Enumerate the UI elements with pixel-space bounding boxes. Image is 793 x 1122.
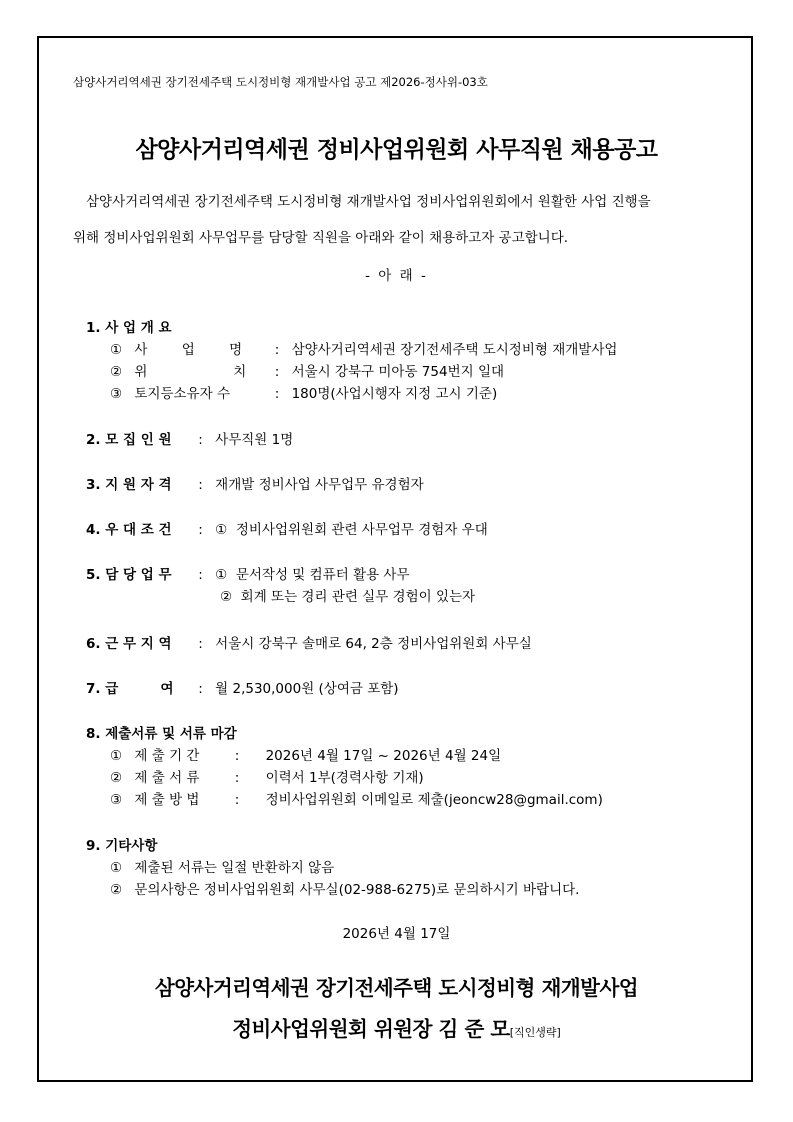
item-value: 정비사업위원회 이메일로 제출(jeoncw28@gmail.com) — [265, 792, 603, 808]
item-number: ② — [110, 364, 123, 380]
section-8-item-1 — [110, 744, 501, 764]
section-4-heading: 4. 우 대 조 건 — [86, 522, 172, 538]
item-colon: : — [234, 770, 240, 786]
section-2-value: 사무직원 1명 — [215, 432, 294, 448]
section-7-value: 월 2,530,000원 (상여금 포함) — [215, 681, 399, 697]
section-2-heading: 2. 모 집 인 원 — [86, 432, 172, 448]
section-7-heading: 7. 급 여 — [86, 681, 174, 697]
item-number: ② — [110, 770, 123, 786]
notice-date: 2026년 4월 17일 — [342, 926, 451, 942]
item-label: 위 치 — [134, 364, 247, 380]
section-9-item-1 — [110, 856, 334, 876]
item-colon: : — [274, 342, 280, 358]
section-5-value-2: ② 회계 또는 경리 관련 실무 경험이 있는자 — [220, 589, 476, 605]
section-7-colon: : — [198, 681, 203, 697]
section-3-colon: : — [198, 477, 203, 493]
section-8-item-2 — [110, 766, 424, 786]
section-4 — [86, 518, 488, 538]
section-3-value: 재개발 정비사업 사무업무 유경험자 — [215, 477, 424, 493]
section-3-heading: 3. 지 원 자 격 — [86, 477, 172, 493]
section-9-item-2 — [110, 878, 579, 898]
intro-line-1: 삼양사거리역세권 장기전세주택 도시정비형 재개발사업 정비사업위원회에서 원활한 사업 진행을 — [86, 194, 651, 210]
item-colon: : — [234, 748, 240, 764]
item-value: 이력서 1부(경력사항 기재) — [265, 770, 424, 786]
item-label: 토지등소유자 수 — [134, 386, 230, 402]
item-value: 삼양사거리역세권 장기전세주택 도시정비형 재개발사업 — [291, 342, 618, 358]
seal-omitted-note: [직인생략] — [509, 1026, 561, 1039]
item-value: 문의사항은 정비사업위원회 사무실(02-988-6275)로 문의하시기 바랍니다. — [134, 882, 580, 898]
footer-organization: 삼양사거리역세권 장기전세주택 도시정비형 재개발사업 — [154, 976, 639, 1000]
section-4-value: ① 정비사업위원회 관련 사무업무 경험자 우대 — [215, 522, 488, 538]
footer-signer-line — [0, 1012, 793, 1042]
section-6-value: 서울시 강북구 솔매로 64, 2층 정비사업위원회 사무실 — [215, 636, 532, 652]
item-value: 제출된 서류는 일절 반환하지 않음 — [134, 860, 335, 876]
section-8-item-3 — [110, 788, 603, 808]
section-2-colon: : — [198, 432, 203, 448]
section-9-heading: 9. 기타사항 — [86, 838, 158, 854]
section-6-colon: : — [198, 636, 203, 652]
item-number: ② — [110, 882, 123, 898]
item-colon: : — [234, 792, 240, 808]
section-6 — [86, 632, 532, 652]
item-number: ① — [110, 748, 123, 764]
item-label: 제 출 기 간 — [134, 748, 200, 764]
item-colon: : — [274, 386, 280, 402]
section-1-heading: 1. 사 업 개 요 — [86, 320, 172, 336]
section-5 — [86, 563, 410, 583]
page-title: 삼양사거리역세권 정비사업위원회 사무직원 채용공고 — [135, 137, 658, 163]
section-8-heading: 8. 제출서류 및 서류 마감 — [86, 726, 237, 742]
item-number: ③ — [110, 792, 123, 808]
section-5-colon: : — [198, 567, 203, 583]
item-value: 2026년 4월 17일 ~ 2026년 4월 24일 — [265, 748, 502, 764]
separator: - 아 래 - — [365, 268, 428, 284]
item-number: ③ — [110, 386, 123, 402]
item-colon: : — [274, 364, 280, 380]
item-label: 사 업 명 — [134, 342, 243, 358]
item-label: 제 출 서 류 — [134, 770, 200, 786]
section-3 — [86, 473, 424, 493]
notice-number: 삼양사거리역세권 장기전세주택 도시정비형 재개발사업 공고 제2026-정사위-03호 — [73, 75, 488, 89]
section-7 — [86, 677, 399, 697]
section-2 — [86, 428, 293, 448]
section-6-heading: 6. 근 무 지 역 — [86, 636, 172, 652]
item-label: 제 출 방 법 — [134, 792, 200, 808]
item-number: ① — [110, 860, 123, 876]
item-value: 서울시 강북구 미아동 754번지 일대 — [291, 364, 505, 380]
section-5-heading: 5. 담 당 업 무 — [86, 567, 172, 583]
section-1-item-1 — [110, 338, 617, 358]
section-4-colon: : — [198, 522, 203, 538]
intro-line-2: 위해 정비사업위원회 사무업무를 담당할 직원을 아래와 같이 채용하고자 공고합니다. — [73, 230, 569, 246]
section-5-value-1: ① 문서작성 및 컴퓨터 활용 사무 — [215, 567, 410, 583]
item-number: ① — [110, 342, 123, 358]
section-1-item-3 — [110, 382, 497, 402]
footer-signer: 정비사업위원회 위원장 김 준 모 — [232, 1017, 510, 1041]
section-1-item-2 — [110, 360, 504, 380]
item-value: 180명(사업시행자 지정 고시 기준) — [291, 386, 498, 402]
